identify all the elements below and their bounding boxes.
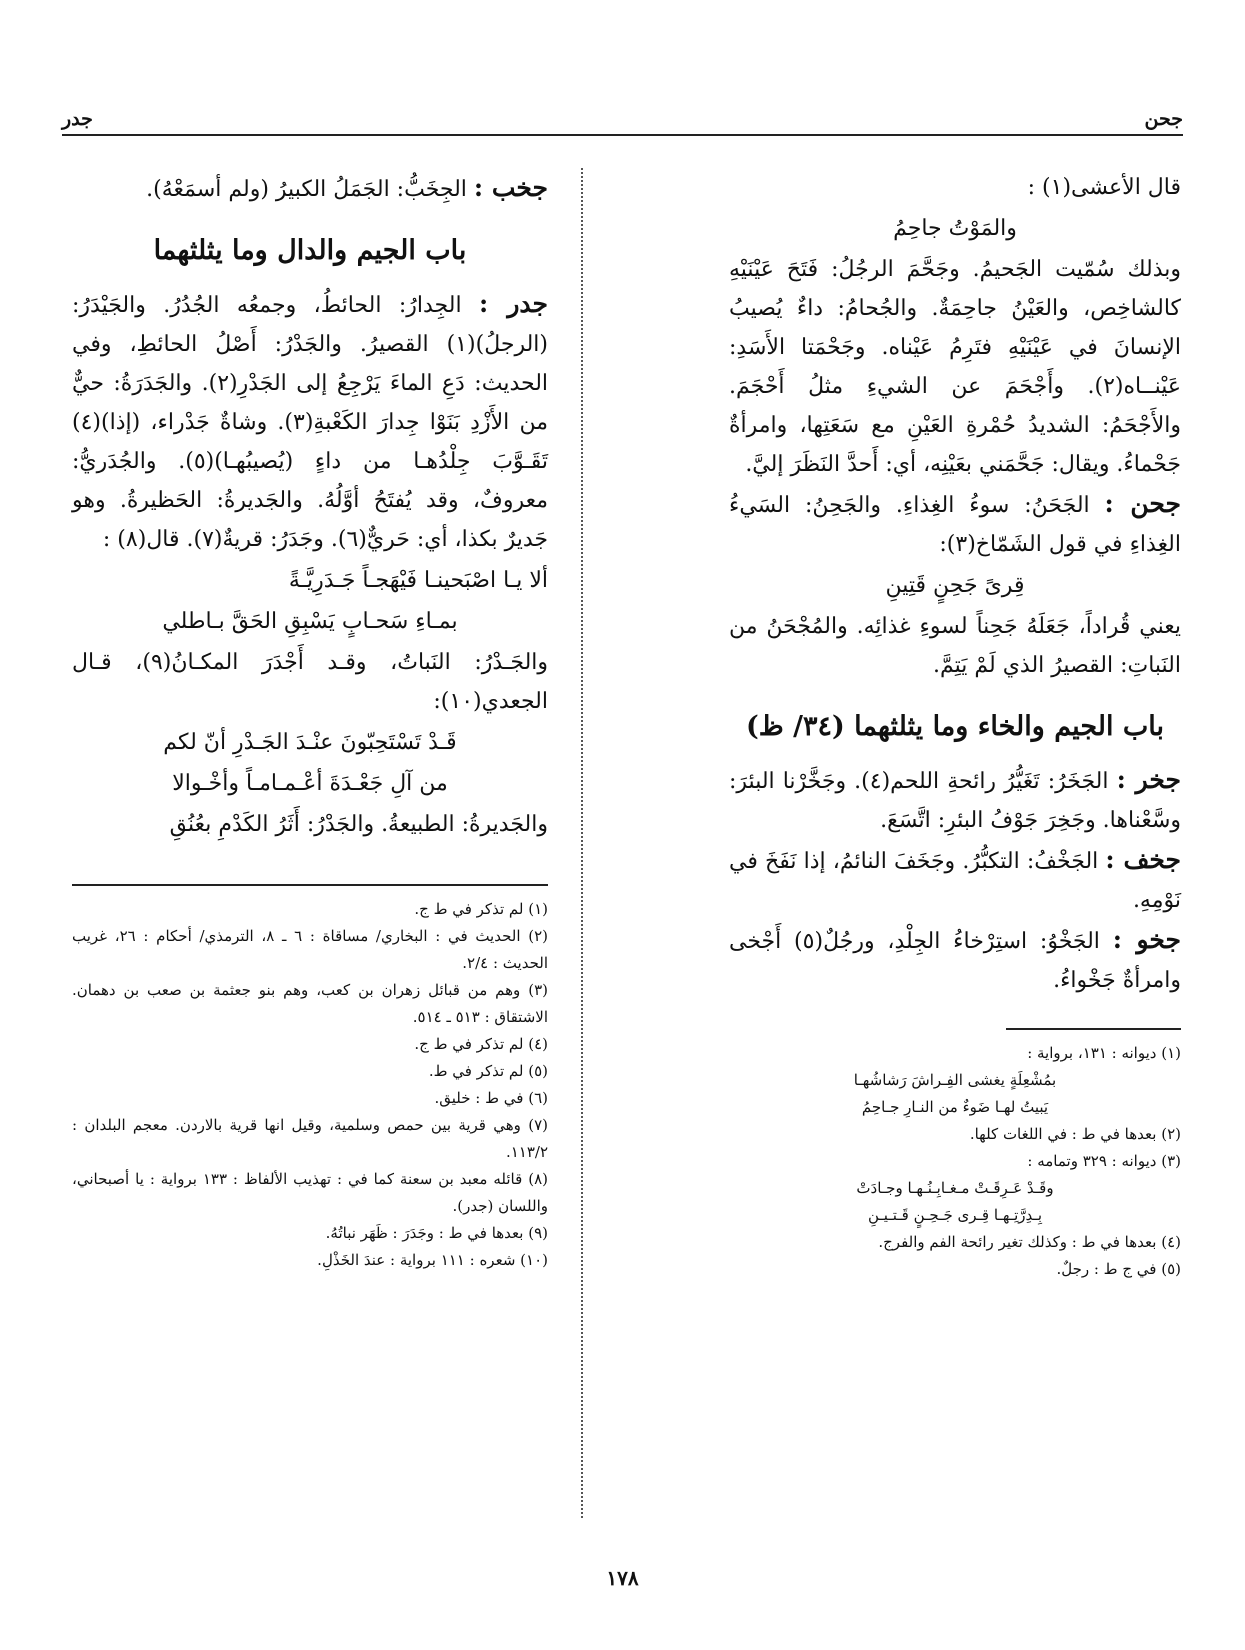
footnote: (٤) لم تذكر في ط ج. [414, 1035, 548, 1053]
entry-jadr [72, 284, 548, 559]
footnote: (١) لم تذكر في ط ج. [414, 900, 548, 918]
verse: بمـاءِ سَحـابٍ يَسْبِقِ الحَقَّ بـاطلي [162, 609, 458, 634]
entry-jakhr [729, 760, 1181, 840]
entry-headword: جخو : [1112, 925, 1181, 954]
entry-jakhb [72, 168, 548, 209]
footnote-verse: يَبيتُ لهـا ضَوءٌ من النـارِ جـاحِمُ [861, 1098, 1049, 1116]
footnote-verse: وقَـدْ عَـرِقَـتْ مـغـابِـنُـهـا وجـادَتْ [856, 1179, 1054, 1197]
footnote-separator [72, 884, 548, 886]
right-column [729, 168, 1181, 1283]
verse: قِرىً جَحِنٍ قَتِينِ [885, 573, 1025, 598]
footnote: (٧) وهي قرية بين حمص وسلمية، وقيل انها قرية بالاردن. معجم البلدان : ١١٣/٢. [72, 1116, 548, 1161]
entry-headword: جخف : [1105, 845, 1181, 874]
verse: والمَوْتُ جاحِمُ [893, 216, 1017, 241]
section-title: باب الجيم والخاء وما يثلثهما (٣٤/ ظ) [745, 711, 1165, 742]
paragraph: والجَديرةُ: الطبيعةُ. والجَدْرُ: أَثَرُ الكَدْمِ بعُنُقِ [169, 812, 548, 837]
section-title: باب الجيم والدال وما يثلثهما [153, 235, 467, 266]
footnote-verse: بِـدِرَّتِـهـا قِـرى جَـحِـنٍ قَـتـيـنِ [867, 1206, 1042, 1224]
entry-headword: جحن : [1104, 489, 1181, 518]
footnote: (٢) بعدها في ط : في اللغات كلها. [969, 1125, 1181, 1143]
entry-jakhf [729, 840, 1181, 920]
footnote: (١) ديوانه : ١٣١، برواية : [1027, 1044, 1181, 1062]
paragraph: يعني قُراداً، جَعَلَهُ جَحِناً لسوءِ غذائِه. والمُجْحَنُ من النَباتِ: القصيرُ الذي لَمْ يَتِمَّ. [729, 614, 1181, 678]
verse: ألا يـا اصْبَحينـا فَيْهَجـاً جَـدَرِيَّـةً [288, 568, 548, 593]
footnote: (٦) في ط : خليق. [434, 1089, 548, 1107]
entry-headword: جدر : [479, 289, 548, 318]
entry-jahn [729, 484, 1181, 564]
entry-headword: جخر : [1116, 765, 1181, 794]
footnote: (٥) لم تذكر في ط. [428, 1062, 548, 1080]
header-headword-right: جحن [1144, 108, 1183, 130]
left-column [72, 168, 548, 1274]
footnote: (٣) ديوانه : ٣٢٩ وتمامه : [1027, 1152, 1181, 1170]
entry-text: الجِدارُ: الحائطُ، وجمعُه الجُدُرُ. والجَيْدَرُ: (الرجلُ)(١) القصيرُ. والجَدْرُ: أَصْلُ الحائطِ، وفي الحديث: دَعِ الماءَ يَرْجِعُ إلى الجَدْرِ(٢). والجَدَرَةُ: حيٌّ من الأَزْدِ بَنَوْا جِدارَ الكَعْبةِ(٣). وشاةٌ جَدْراء، (إذا)(٤) تَقَـوَّبَ جِلْدُهـا من داءٍ (يُصيبُهـا)(٥). والجُدَريُّ: معروفٌ، وقد يُفتَحُ أوَّلُهُ. والجَديرةُ: الحَظيرةُ. وهو جَديرٌ بكذا، أي: حَريٌّ(٦). وجَدَرُ: قريةٌ(٧). قال(٨) : [72, 293, 549, 552]
paragraph: وبذلك سُمّيت الجَحيمُ. وجَحَّمَ الرجُلُ: فَتَحَ عَيْنَيْهِ كالشاخِص، والعَيْنُ جاحِمَةٌ. والجُحامُ: داءٌ يُصيبُ الإنسانَ في عَيْنَيْهِ فتَرِمُ عَيْناه. وجَحْمَتا الأَسَدِ: عَيْنــاه(٢). وأَجْحَمَ عن الشيءِ مثلُ أَحْجَمَ. والأَجْحَمُ: الشديدُ حُمْرةِ العَيْنِ مع سَعَتِها، وامرأةٌ جَحْماءُ. ويقال: جَحَّمَني بعَيْنِه، أي: أَحدَّ النَظَرَ إليَّ. [729, 257, 1181, 477]
footnote: (٩) بعدها في ط : وجَدَرَ : ظَهَر نباتُهُ. [325, 1224, 548, 1242]
footnote: (٢) الحديث في : البخاري/ مساقاة : ٦ ـ ٨، الترمذي/ أحكام : ٢٦، غريب الحديث : ٢/٤. [72, 927, 549, 972]
column-divider [581, 168, 583, 1518]
header-headword-left: جدر [62, 108, 93, 130]
footnote: (٥) في ج ط : رجلٌ. [1056, 1260, 1181, 1278]
page-number: ١٧٨ [606, 1566, 639, 1590]
entry-text: الجَحَنُ: سوءُ الغِذاءِ. والجَحِنُ: السَيءُ الغِذاءِ في قول الشَمّاخ(٣): [729, 493, 1181, 557]
entry-headword: جخب : [473, 173, 548, 202]
entry-text: الجَخْوُ: استِرْخاءُ الجِلْدِ، ورجُلٌ(٥) أَجْخى وامرأةٌ جَخْواءُ. [729, 929, 1181, 993]
footnote: (٣) وهم من قبائل زهران بن كعب، وهم بنو جعثمة بن صعب بن دهمان. الاشتقاق : ٥١٣ ـ ٥١٤. [72, 981, 548, 1026]
entry-text: الجَخْفُ: التكبُّرُ. وجَخَفَ النائمُ، إذا نَفَخَ في نَوْمِهِ. [729, 849, 1181, 913]
verse: قَـدْ تَسْتَحِبّونَ عنْـدَ الجَـدْرِ أنّ لكم [163, 730, 457, 755]
quote-intro: قال الأعشى(١) : [1027, 175, 1181, 200]
running-header [62, 108, 1183, 136]
entry-jakhw [729, 920, 1181, 1000]
paragraph: والجَـدْرُ: النَباتُ، وقـد أَجْدَرَ المكـانُ(٩)، قـال الجعدي(١٠): [72, 650, 549, 714]
verse: من آلِ جَعْـدَةَ أعْـمـامـاً وأخْـوالا [172, 771, 448, 796]
entry-text: الجِخَبُّ: الجَمَلُ الكبيرُ (ولم أسمَعْهُ). [146, 177, 467, 202]
footnote: (٤) بعدها في ط : وكذلك تغير رائحة الفم والفرج. [878, 1233, 1181, 1251]
entry-text: الجَخَرُ: تَغَيُّرُ رائحةِ اللحم(٤). وجَخَّرْنا البئرَ: وسَّعْناها. وجَخِرَ جَوْفُ البئرِ: اتَّسَعَ. [729, 769, 1181, 833]
footnote-rule [1006, 1028, 1181, 1030]
footnote: (١٠) شعره : ١١١ برواية : عندَ الخَذْلِ. [317, 1251, 548, 1269]
footnote-verse: بمُشْعِلَةٍ يغشى الفِـراشَ رَشاشُهـا [853, 1071, 1057, 1089]
footnote: (٨) قائله معبد بن سعنة كما في : تهذيب الألفاظ : ١٣٣ برواية : يا أصبحاني، واللسان (جدر). [72, 1170, 548, 1215]
